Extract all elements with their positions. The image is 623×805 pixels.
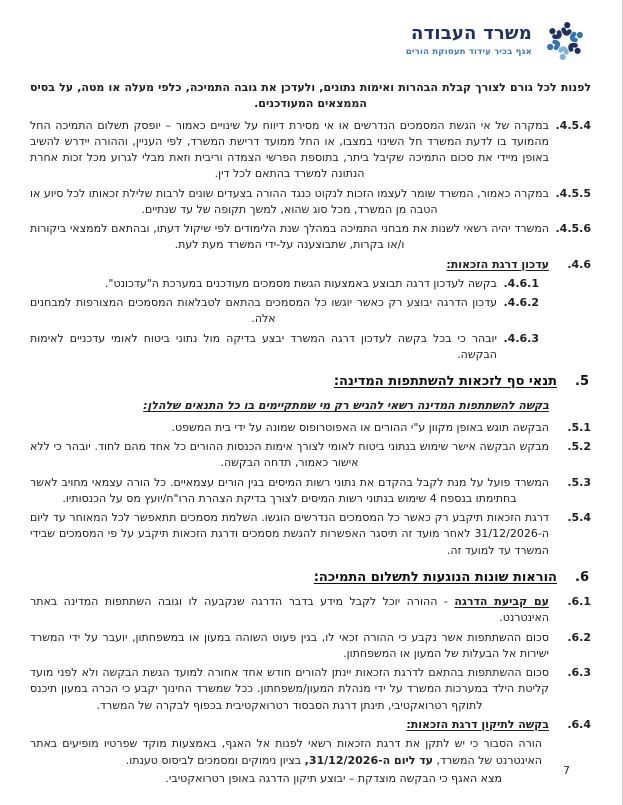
list-item-5-3 — [30, 475, 591, 508]
item-number: 4.5.5. — [555, 186, 591, 200]
list-item-5-4 — [30, 510, 591, 559]
list-item-4-5-4 — [30, 118, 591, 183]
section-5-subheading: בקשה להשתתפות המדינה רשאי להגיש רק מי שמתקיימים בו כל התנאים שלהלן: — [143, 399, 549, 413]
item-number: 5.2. — [567, 440, 591, 454]
people-circle-icon — [539, 13, 591, 69]
section-number: 5. — [575, 374, 589, 390]
logo-text — [406, 24, 532, 58]
division-name: אגף בכיר עידוד תעסוקת הורים — [405, 46, 532, 57]
section-5-heading — [30, 372, 591, 391]
item-text: דרגת הזכאות תיקבע רק כאשר כל המסמכים הנדרשים הוגשו. השלמת מסמכים תתאפשר לכל המאוחר עד ליום ה-31/12/2026 לאחר מועד זה תיסגר האפשרות להגשת מסמכים ודרגת הזכאות תיקבע על פי המסמכים שבידי המשרד עד למועד זה. — [30, 511, 549, 557]
item-text: בקשה לעדכון דרגה תבוצע באמצעות הגשת מסמכים מעודכנים במערכת ה"עדכונט". — [104, 276, 497, 290]
intro-paragraph: לפנות לכל גורם לצורך קבלת הבהרות ואימות נתונים, ולעדכן את גובה התמיכה, כלפי מעלה או מטה, על בסיס הממצאים המעודכנים. — [30, 81, 591, 111]
paragraph-6-4: הורה הסבור כי יש לתקן את דרגת הזכאות רשאי לפנות אל האגף, באמצעות מוקד שפרטיו מופיעים באתר האינטרנט של המשרד, עד ליום ה-31/12/2026, בציון נימוקים ומסמכים לביסוס טענתו. — [30, 737, 542, 767]
list-item-5-1 — [30, 420, 591, 436]
item-number: 4.5.6. — [555, 222, 591, 236]
item-text: סכום ההשתתפות בהתאם לדרגת הזכאות יינתן להורים חודש אחד אחורה למועד הגשת הבקשה ולא לפני מועד קליטת הילד במערכות המשרד על ידי מנהלת המעון/משפחתון. ככל שמשרד החינוך יקבע כי הכרה במעון תיכנס לתוקף רטרואקטיבי, תינתן דרגת הסבסוד רטרואקטיבית בכפוף לבקרה של המשרד. — [30, 666, 549, 712]
list-item-4-6-2 — [30, 295, 591, 328]
item-number: 5.4. — [567, 511, 591, 525]
item-number: 4.6.2. — [503, 296, 539, 310]
list-item-5-2 — [30, 439, 591, 472]
item-text: הבקשה תוגש באופן מקוון ע"י ההורים או האפוטרופוס שמונה על ידי בית המשפט. — [171, 420, 549, 434]
heading-4-6 — [30, 257, 591, 273]
heading-6-4 — [30, 717, 591, 733]
item-text: עדכון הדרגה יבוצע רק כאשר יוגשו כל המסמכים בהתאם לטבלאות המסמכים המצורפות למבחנים אלה. — [30, 296, 497, 326]
list-item-4-6-3 — [30, 331, 591, 364]
heading-title: עדכון דרגת הזכאות: — [446, 257, 549, 271]
item-text: יובהר כי בכל בקשה לעדכון דרגה המשרד יבצע בדיקה מול נתוני ביטוח לאומי עדכניים לאימות הבקשה. — [30, 331, 497, 361]
item-text: מבקש הבקשה אישר שימוש בנתוני ביטוח לאומי לצורך אימות הכנסות ההורים כל אחד מהם לחוד. יובהר כי ללא אישור כאמור, תדחה הבקשה. — [30, 440, 549, 470]
list-item-6-1 — [30, 594, 591, 627]
deadline-date: עד ליום ה-31/12/2026, — [304, 753, 434, 767]
section-number: 6. — [575, 569, 589, 585]
list-item-4-5-6 — [30, 221, 591, 254]
item-text: המשרד יהיה רשאי לשנות את מבחני התמיכה במהלך שנת הלימודים לפי שיקול דעתו, ובהתאם לממצאי ביקורות ו/או בקרות, שתבוצענה על-ידי המשרד מעת לעת. — [30, 222, 549, 252]
section-6-heading — [30, 568, 591, 587]
item-text: המשרד פועל על מנת לקבל בהקדם את נתוני רשות המיסים בגין הורים עצמאיים. כל הורה עצמאי מחויב לאשר בחתימתו בנספח 4 שימוש בנתוני רשות המיסים לצורך בדיקת הצהרת הרו"ח/יועץ מס על הכנסותיו. — [30, 475, 549, 505]
item-number: 6.3. — [567, 666, 591, 680]
item-text: עם קביעת הדרגה - ההורה יוכל לקבל מידע בדבר הדרגה שנקבעה לו וגובה השתתפות המדינה באתר האינטרנט. — [30, 595, 549, 625]
item-number: 4.5.4. — [555, 118, 591, 132]
item-number: 6.1. — [567, 595, 591, 609]
list-item-4-5-5 — [30, 186, 591, 219]
section-title: הוראות שונות הנוגעות לתשלום התמיכה: — [313, 569, 557, 585]
item-number: 6.2. — [567, 630, 591, 644]
list-item-6-3 — [30, 665, 591, 714]
heading-number: 6.4. — [567, 717, 591, 731]
ministry-logo — [406, 13, 591, 69]
heading-number: 4.6. — [567, 257, 591, 271]
item-number: 4.6.1. — [503, 276, 539, 290]
ministry-name: משרד העבודה — [410, 22, 532, 44]
page-number: 7 — [563, 763, 570, 777]
section-title: תנאי סף לזכאות להשתתפות המדינה: — [333, 374, 557, 390]
item-lead: עם קביעת הדרגה — [454, 595, 549, 609]
item-text: במקרה כאמור, המשרד שומר לעצמו הזכות לנקוט כנגד ההורה בצעדים שונים לרבות שלילת זכאותו לכל סיוע או הטבה מן המשרד, מכל סוג שהוא, למשך תקופה של עד שנתיים. — [30, 186, 549, 216]
document-body — [30, 80, 591, 787]
paragraph-6-4-result: מצא האגף כי הבקשה מוצדקת – יבוצע תיקון הדרגה באופן רטרואקטיבי. — [165, 771, 502, 785]
item-number: 5.3. — [567, 475, 591, 489]
heading-title: בקשה לתיקון דרגת הזכאות: — [406, 717, 549, 731]
item-number: 4.6.3. — [503, 331, 539, 345]
item-number: 5.1. — [567, 420, 591, 434]
item-text: סכום ההשתתפות אשר נקבע כי ההורה זכאי לו, בגין פעוט השוהה במעון או במשפחתון, יועבר על ידי המשרד ישירות אל הבעלות של המעון או המשפחתון. — [30, 630, 549, 660]
list-item-6-2 — [30, 630, 591, 663]
item-text: במקרה של אי הגשת המסמכים הנדרשים או אי מסירת דיווח על שינויים כאמור – יופסק תשלום התמיכה החל מהמועד בו לדעת המשרד חל השינוי במצבו, או החל ממועד דרישת המשרד, לפי העניין, וההורה יידרש להשיב באופן מיידי את סכום התמיכה שקיבל ביתר, בתוספת הפרשי הצמדה וריבית וזאת מבלי לגרוע מכל זכות אחרת הנתונה למשרד בהתאם לכל דין. — [30, 118, 549, 181]
list-item-4-6-1 — [30, 276, 591, 292]
